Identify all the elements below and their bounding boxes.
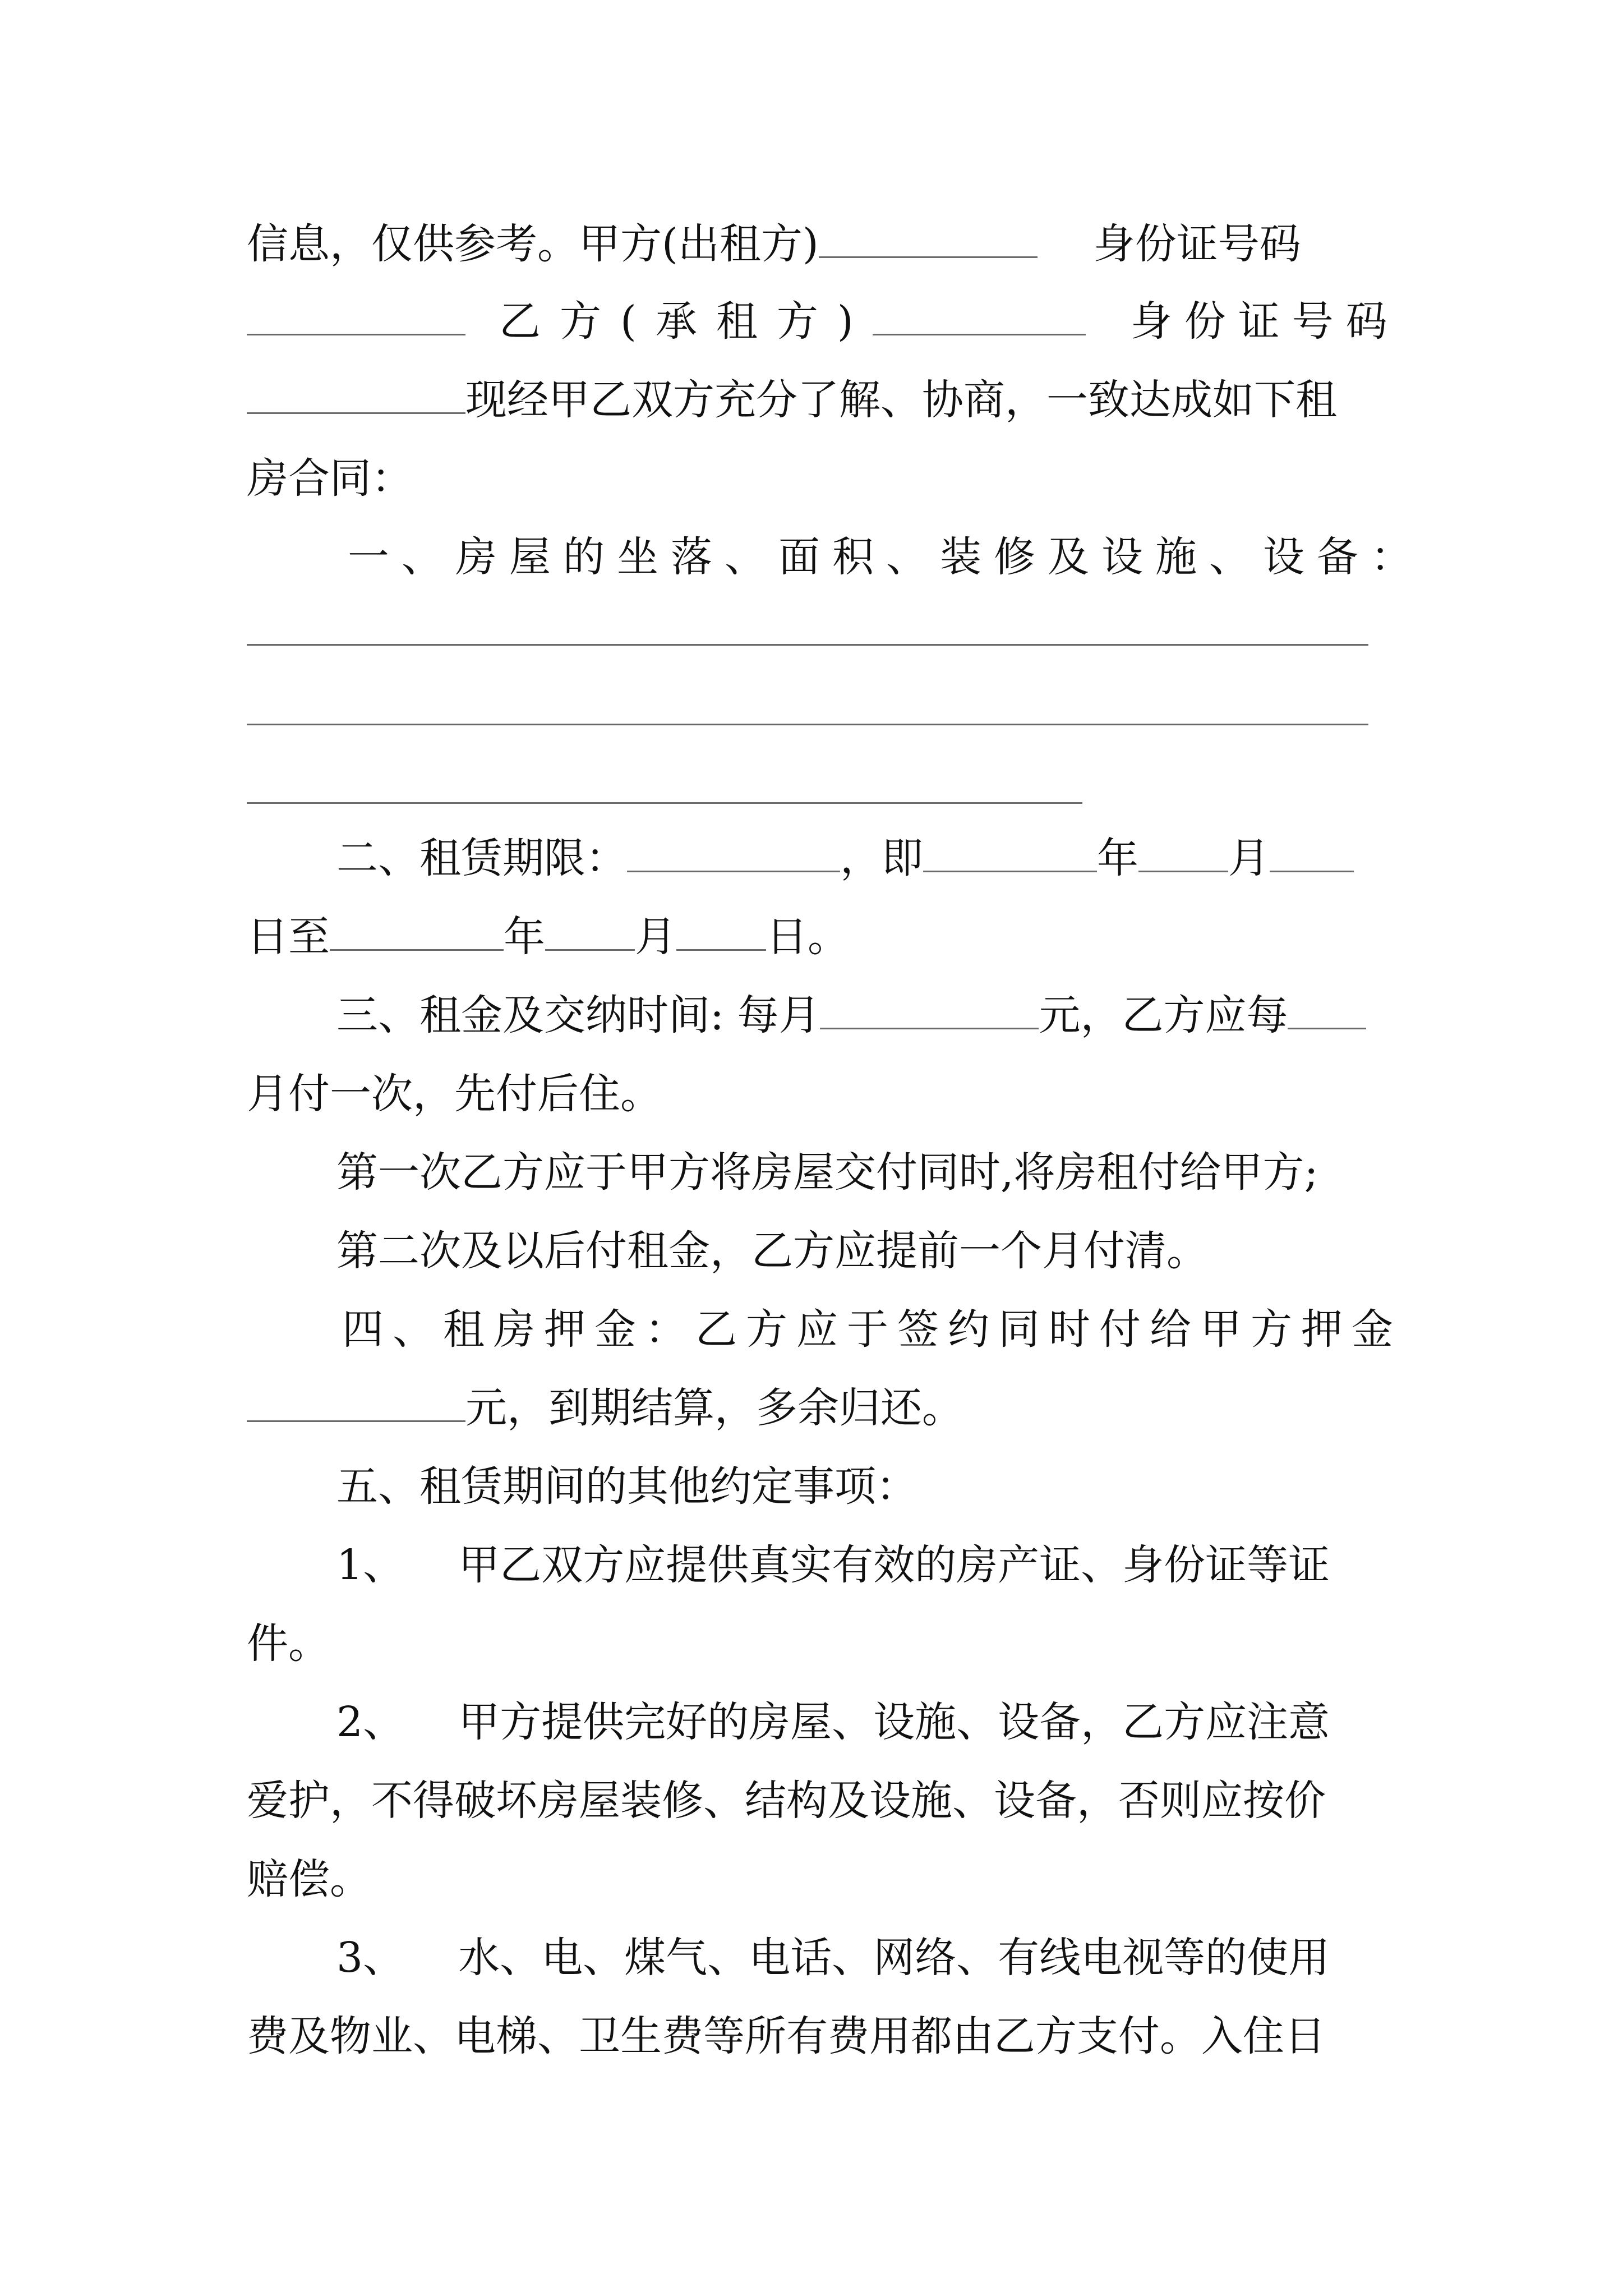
party-b-id-label: 身份证号码 xyxy=(1130,297,1400,346)
section-1-heading xyxy=(247,518,1424,596)
first-payment-text: 第一次乙方应于甲方将房屋交付同时,将房租付给甲方; xyxy=(336,1148,1318,1197)
section-1-blank-line-2[interactable] xyxy=(247,724,1368,725)
end-year-label: 年 xyxy=(504,913,545,961)
item-3-text: 水、电、煤气、电话、网络、有线电视等的使用 xyxy=(458,1934,1330,1982)
section-2-line-1 xyxy=(247,819,1391,898)
party-a-id-blank[interactable] xyxy=(247,295,465,335)
agreement-line xyxy=(247,361,1391,439)
agreement-text: 现经甲乙双方充分了解、协商，一致达成如下租 xyxy=(465,376,1337,424)
party-a-line xyxy=(247,205,1391,283)
item-2-number: 2、 xyxy=(336,1698,405,1746)
item-1-number: 1、 xyxy=(336,1541,405,1589)
party-b-id-blank[interactable] xyxy=(247,373,465,414)
intro-party-a-label: 信息，仅供参考。甲方(出租方) xyxy=(247,220,819,268)
deposit-settlement-text: 元，到期结算，多余归还。 xyxy=(465,1384,963,1432)
rent-label: 三、租金及交纳时间: 每月 xyxy=(336,991,820,1039)
party-b-line xyxy=(247,282,1400,361)
section-3-line-4 xyxy=(247,1212,1391,1290)
start-day-blank[interactable] xyxy=(1270,831,1354,872)
section-1-blank-line-1[interactable] xyxy=(247,644,1368,646)
end-month-label: 月 xyxy=(635,913,676,961)
item-1-text-cont: 件。 xyxy=(247,1619,330,1668)
party-b-label: 乙方(承租方) xyxy=(499,297,873,346)
item-2-text-cont: 爱护，不得破坏房屋装修、结构及设施、设备，否则应按价 xyxy=(247,1777,1326,1825)
item-3-line-1 xyxy=(247,1918,1391,1997)
item-2-text: 甲方提供完好的房屋、设施、设备，乙方应注意 xyxy=(458,1698,1330,1746)
start-year-label: 年 xyxy=(1097,834,1138,882)
start-year-blank[interactable] xyxy=(923,831,1097,872)
rent-payment-label: 元，乙方应每 xyxy=(1039,991,1288,1039)
end-day-label: 日。 xyxy=(766,913,849,961)
item-3-number: 3、 xyxy=(336,1934,405,1982)
item-1-text: 甲乙双方应提供真实有效的房产证、身份证等证 xyxy=(458,1541,1330,1589)
section-1-text: 一、房屋的坐落、面积、装修及设施、设备： xyxy=(348,533,1424,581)
item-1-line-1 xyxy=(247,1526,1391,1604)
other-terms-text: 五、租赁期间的其他约定事项： xyxy=(336,1462,917,1511)
start-month-blank[interactable] xyxy=(1138,831,1228,872)
party-a-id-label: 身份证号码 xyxy=(1093,220,1301,268)
contract-title-line xyxy=(247,439,1391,518)
party-a-name-blank[interactable] xyxy=(819,217,1038,258)
section-3-line-2 xyxy=(247,1055,1391,1133)
lease-term-label: 二、租赁期限： xyxy=(336,834,627,882)
item-2-line-2 xyxy=(247,1761,1391,1840)
item-2-text-end: 赔偿。 xyxy=(247,1855,371,1903)
end-month-blank[interactable] xyxy=(545,910,635,951)
party-b-name-blank[interactable] xyxy=(873,295,1086,335)
item-2-line-1 xyxy=(247,1683,1391,1761)
payment-frequency-text: 月付一次，先付后住。 xyxy=(247,1070,662,1118)
deposit-amount-blank[interactable] xyxy=(247,1381,465,1422)
contract-title-text: 房合同： xyxy=(247,454,413,503)
lease-term-blank[interactable] xyxy=(627,831,840,872)
payment-interval-blank[interactable] xyxy=(1288,988,1366,1029)
section-4-line-2 xyxy=(247,1369,1391,1447)
section-3-line-1 xyxy=(247,976,1391,1055)
monthly-rent-blank[interactable] xyxy=(820,988,1039,1029)
item-3-line-2 xyxy=(247,1997,1391,2076)
subsequent-payment-text: 第二次及以后付租金，乙方应提前一个月付清。 xyxy=(336,1227,1208,1275)
start-month-label: 月 xyxy=(1228,834,1270,882)
section-5-heading xyxy=(247,1447,1391,1526)
end-day-blank[interactable] xyxy=(676,910,766,951)
end-year-blank[interactable] xyxy=(330,910,504,951)
item-2-line-3 xyxy=(247,1840,1391,1918)
section-4-line-1 xyxy=(247,1290,1402,1369)
deposit-text: 四、租房押金：乙方应于签约同时付给甲方押金 xyxy=(342,1305,1402,1354)
item-1-line-2 xyxy=(247,1604,1391,1683)
section-1-blank-line-3[interactable] xyxy=(247,802,1082,804)
section-2-line-2 xyxy=(247,898,1391,976)
item-3-text-cont: 费及物业、电梯、卫生费等所有费用都由乙方支付。入住日 xyxy=(247,2012,1326,2060)
lease-term-namely: ，即 xyxy=(840,834,923,882)
end-date-label: 日至 xyxy=(247,913,330,961)
section-3-line-3 xyxy=(247,1133,1391,1212)
